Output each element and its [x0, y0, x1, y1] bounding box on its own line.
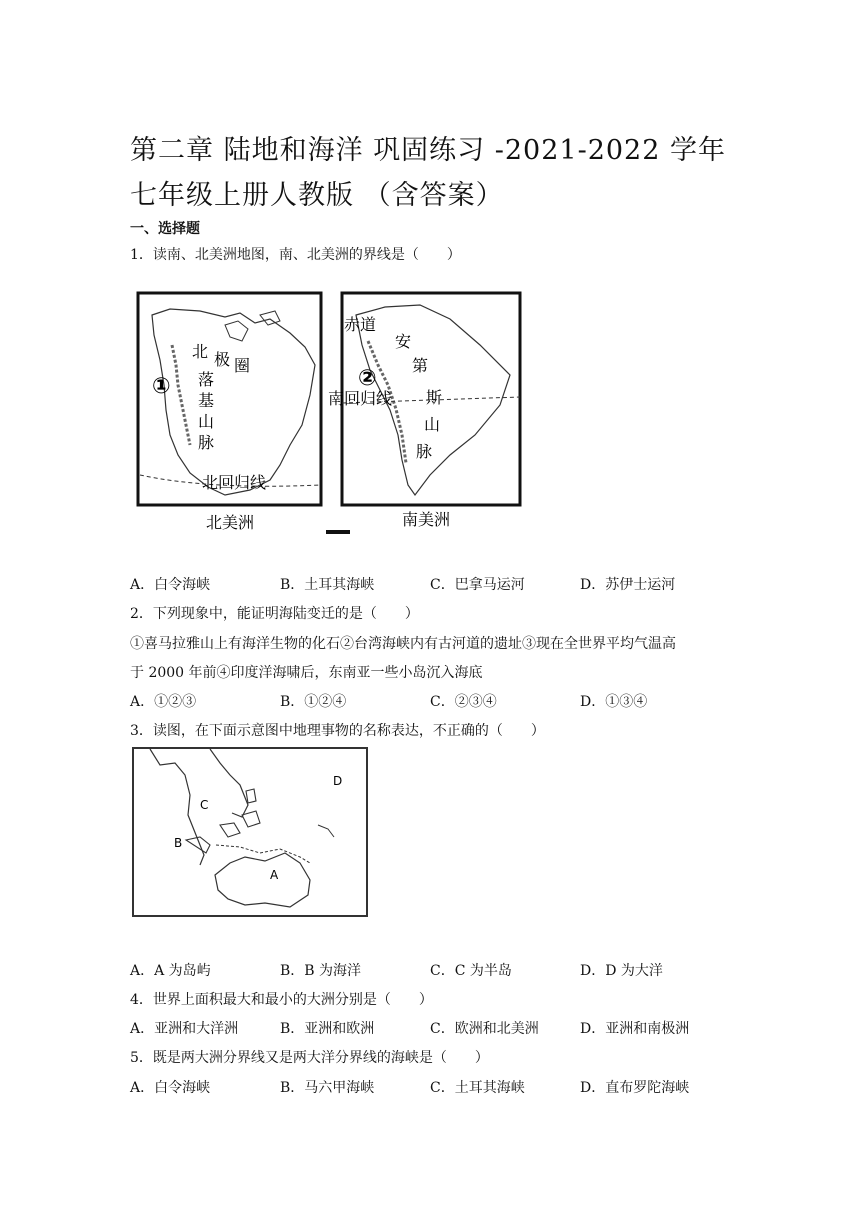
question-2-options [130, 691, 730, 711]
q2-option-d[interactable]: D．①③④ [580, 694, 648, 710]
q3-option-a[interactable]: A．A 为岛屿 [130, 963, 211, 979]
question-3-options [130, 960, 730, 980]
andes-label-1: 第 [412, 356, 429, 375]
arctic-label-1: 极 [214, 350, 231, 369]
question-5-stem: 5．既是两大洲分界线又是两大洋分界线的海峡是（ ） [130, 1050, 489, 1066]
south-tropic-label: 南回归线 [328, 389, 393, 408]
q3-option-c[interactable]: C．C 为半岛 [430, 963, 512, 979]
q2-option-a[interactable]: A．①②③ [130, 694, 197, 710]
q5-option-d[interactable]: D．直布罗陀海峡 [580, 1080, 690, 1096]
q3-option-b[interactable]: B．B 为海洋 [280, 963, 362, 979]
arctic-label-0: 北 [192, 342, 209, 361]
q2-option-b[interactable]: B．①②④ [280, 694, 347, 710]
question-2-stem: 2．下列现象中，能证明海陆变迁的是（ ） [130, 606, 419, 622]
question-5-options [130, 1077, 730, 1097]
americas-map-figure [130, 285, 525, 540]
q1-option-b[interactable]: B．土耳其海峡 [280, 577, 375, 593]
question-1-options [130, 574, 730, 594]
q1-option-c[interactable]: C．巴拿马运河 [430, 577, 525, 593]
q4-option-d[interactable]: D．亚洲和南极洲 [580, 1021, 690, 1037]
north-america-caption: 北美洲 [206, 513, 255, 532]
question-4-options [130, 1018, 730, 1038]
question-3-stem: 3．读图，在下面示意图中地理事物的名称表达，不正确的（ ） [130, 723, 545, 739]
question-4-stem: 4．世界上面积最大和最小的大洲分别是（ ） [130, 992, 433, 1008]
q4-option-b[interactable]: B．亚洲和欧洲 [280, 1021, 375, 1037]
north-tropic-label: 北回归线 [202, 473, 267, 492]
document-title: 第二章 陆地和海洋 巩固练习 -2021-2022 学年七年级上册人教版 （含答案） [130, 135, 727, 211]
andes-label-0: 安 [395, 332, 412, 351]
question-1-stem: 1．读南、北美洲地图，南、北美洲的界线是（ ） [130, 247, 461, 263]
section-heading: 一、选择题 [130, 221, 200, 237]
label-d: D [333, 774, 343, 788]
figure-mark [326, 530, 350, 534]
rockies-label-3: 脉 [198, 433, 215, 452]
q5-option-a[interactable]: A．白令海峡 [130, 1080, 211, 1096]
label-a: A [270, 868, 279, 882]
q4-option-c[interactable]: C．欧洲和北美洲 [430, 1021, 539, 1037]
q5-option-b[interactable]: B．马六甲海峡 [280, 1080, 375, 1096]
north-america-map [138, 293, 321, 532]
q2-option-c[interactable]: C．②③④ [430, 694, 497, 710]
andes-label-3: 山 [424, 415, 441, 434]
rockies-label-1: 基 [198, 391, 215, 410]
rockies-label-0: 落 [198, 370, 215, 389]
south-america-caption: 南美洲 [402, 510, 451, 529]
label-c: C [200, 798, 209, 812]
arctic-label-2: 圈 [234, 356, 251, 375]
marker-2: ② [358, 366, 377, 391]
equator-label: 赤道 [344, 315, 377, 334]
question-2-detail-line-2: 于 2000 年前④印度洋海啸后，东南亚一些小岛沉入海底 [130, 665, 483, 681]
q1-option-d[interactable]: D．苏伊士运河 [580, 577, 676, 593]
q5-option-c[interactable]: C．土耳其海峡 [430, 1080, 525, 1096]
marker-1: ① [152, 374, 171, 399]
andes-label-2: 斯 [426, 388, 443, 407]
andes-label-4: 脉 [416, 442, 433, 461]
southeast-asia-map-figure [130, 745, 370, 920]
south-america-map [328, 293, 520, 529]
rockies-label-2: 山 [198, 412, 215, 431]
question-2-detail-line-1: ①喜马拉雅山上有海洋生物的化石②台湾海峡内有古河道的遗址③现在全世界平均气温高 [130, 636, 676, 652]
q3-option-d[interactable]: D．D 为大洋 [580, 963, 663, 979]
q1-option-a[interactable]: A．白令海峡 [130, 577, 211, 593]
q4-option-a[interactable]: A．亚洲和大洋洲 [130, 1021, 239, 1037]
label-b: B [174, 836, 183, 850]
